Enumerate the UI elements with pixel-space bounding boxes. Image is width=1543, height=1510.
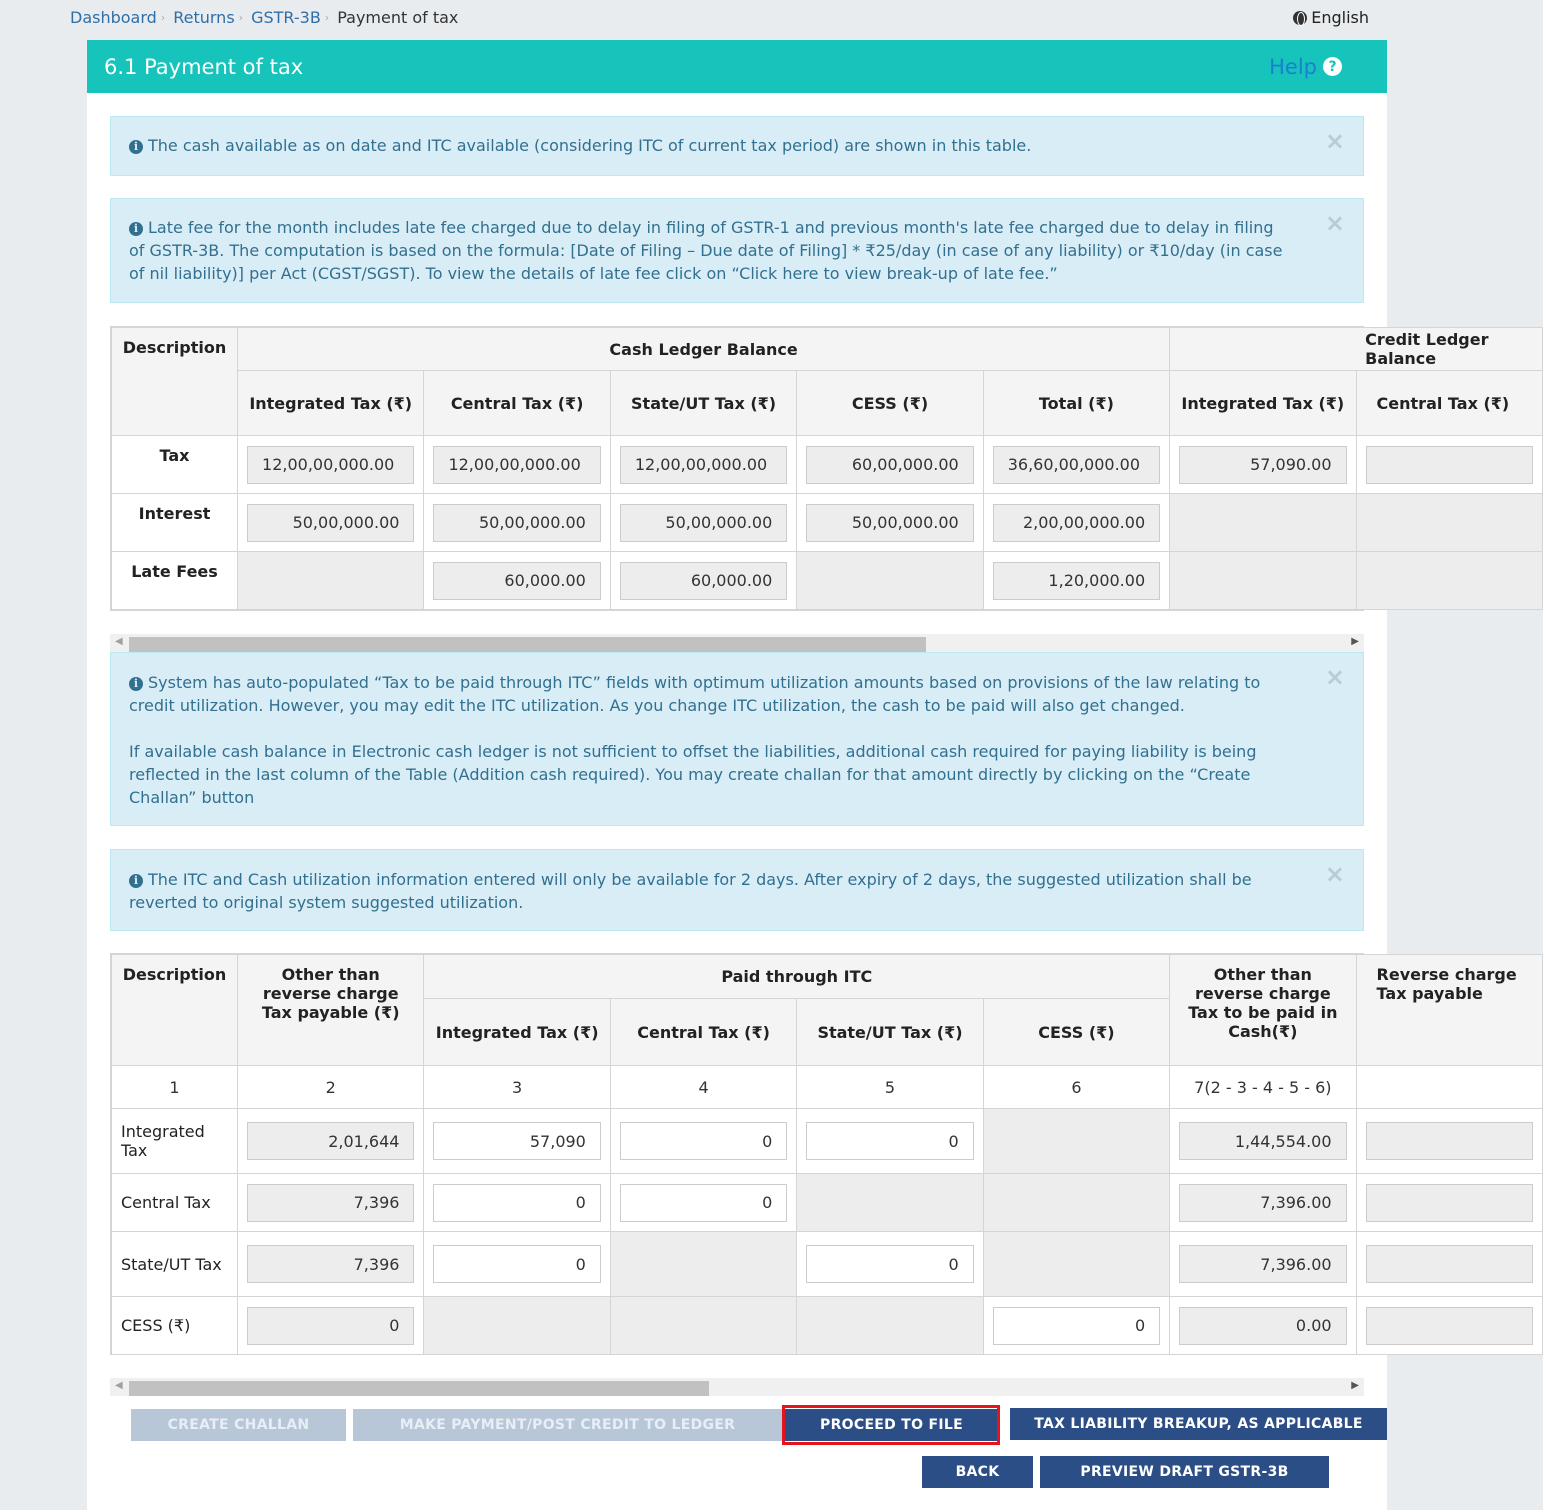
table-row bbox=[112, 436, 1543, 494]
column-header-tax-paid-cash: Other than reverse charge Tax to be paid in Cash(₹) bbox=[1170, 955, 1356, 1066]
column-header-reverse-charge: Reverse charge Tax payable bbox=[1356, 955, 1542, 1066]
help-link[interactable] bbox=[1269, 55, 1342, 79]
table-row bbox=[112, 1297, 1543, 1355]
cash-cgst-latefee-field: 60,000.00 bbox=[433, 562, 600, 600]
cess-cash-field: 0.00 bbox=[1179, 1307, 1346, 1345]
igst-reverse-charge-field bbox=[1366, 1122, 1533, 1160]
column-header-itc-integrated: Integrated Tax (₹) bbox=[424, 999, 610, 1066]
column-header-cess: CESS (₹) bbox=[797, 371, 983, 436]
column-header-central-tax: Central Tax (₹) bbox=[424, 371, 610, 436]
globe-icon bbox=[1293, 11, 1307, 25]
empty-cell bbox=[610, 1297, 796, 1355]
column-header-itc-central: Central Tax (₹) bbox=[610, 999, 796, 1066]
cash-total-interest-field: 2,00,00,000.00 bbox=[993, 504, 1160, 542]
page-title: 6.1 Payment of tax bbox=[104, 54, 304, 79]
close-icon[interactable]: × bbox=[1324, 663, 1345, 691]
cash-cgst-tax-field: 12,00,00,000.00 bbox=[433, 446, 600, 484]
info-alert-cash-available bbox=[110, 116, 1364, 176]
alert-text: If available cash balance in Electronic cash ledger is not sufficient to offset the liabilities, additional cash required for paying liability is being reflected in the last column of the Table (Addition cash required). You may create challan for that amount directly by clicking on the “Create Challan” button bbox=[129, 742, 1257, 807]
cess-from-cess-itc-input[interactable]: 0 bbox=[993, 1307, 1160, 1345]
column-group-paid-through-itc: Paid through ITC bbox=[424, 955, 1170, 999]
column-header-total: Total (₹) bbox=[983, 371, 1169, 436]
cgst-cash-field: 7,396.00 bbox=[1179, 1184, 1346, 1222]
column-group-cash-ledger: Cash Ledger Balance bbox=[238, 328, 1170, 371]
close-icon[interactable]: × bbox=[1324, 860, 1345, 888]
empty-cell bbox=[1356, 494, 1542, 552]
proceed-to-file-button[interactable]: PROCEED TO FILE bbox=[785, 1409, 998, 1441]
breadcrumb-returns[interactable]: Returns bbox=[173, 8, 235, 27]
empty-cell bbox=[238, 552, 424, 610]
table-row bbox=[112, 1232, 1543, 1297]
empty-cell bbox=[1170, 494, 1356, 552]
cash-sgst-latefee-field: 60,000.00 bbox=[620, 562, 787, 600]
empty-cell bbox=[983, 1232, 1169, 1297]
column-header-state-tax: State/UT Tax (₹) bbox=[610, 371, 796, 436]
cgst-from-cgst-itc-input[interactable]: 0 bbox=[620, 1184, 787, 1222]
close-icon[interactable]: × bbox=[1324, 209, 1345, 237]
sgst-from-igst-itc-input[interactable]: 0 bbox=[433, 1245, 600, 1283]
scroll-left-icon[interactable]: ◀ bbox=[115, 636, 123, 647]
cgst-payable-field: 7,396 bbox=[247, 1184, 414, 1222]
igst-from-igst-itc-input[interactable]: 57,090 bbox=[433, 1122, 600, 1160]
cash-total-latefee-field: 1,20,000.00 bbox=[993, 562, 1160, 600]
chevron-right-icon: › bbox=[324, 11, 330, 24]
sgst-payable-field: 7,396 bbox=[247, 1245, 414, 1283]
column-header-integrated-tax: Integrated Tax (₹) bbox=[238, 371, 424, 436]
ledger-balance-table bbox=[110, 326, 1510, 611]
ledger-table-scrollbar[interactable] bbox=[110, 634, 1364, 652]
chevron-right-icon: › bbox=[238, 11, 244, 24]
payment-panel bbox=[87, 40, 1517, 1510]
utilization-table-scrollbar[interactable] bbox=[110, 1378, 1364, 1396]
igst-from-cgst-itc-input[interactable]: 0 bbox=[620, 1122, 787, 1160]
igst-from-sgst-itc-input[interactable]: 0 bbox=[806, 1122, 973, 1160]
row-label-cess: CESS (₹) bbox=[112, 1297, 238, 1355]
alert-text: The ITC and Cash utilization information entered will only be available for 2 days. After expiry of 2 days, the suggested utilization shall be reverted to original system suggested utilization. bbox=[129, 870, 1252, 912]
igst-payable-field: 2,01,644 bbox=[247, 1122, 414, 1160]
column-header-description: Description bbox=[112, 955, 238, 1066]
column-number: 1 bbox=[112, 1066, 238, 1109]
column-header-credit-integrated-tax: Integrated Tax (₹) bbox=[1170, 371, 1356, 436]
cess-reverse-charge-field bbox=[1366, 1307, 1533, 1345]
question-circle-icon: ? bbox=[1323, 57, 1342, 76]
column-number: 5 bbox=[797, 1066, 983, 1109]
column-number: 2 bbox=[238, 1066, 424, 1109]
preview-draft-button[interactable]: PREVIEW DRAFT GSTR-3B bbox=[1040, 1456, 1329, 1488]
row-label-central-tax: Central Tax bbox=[112, 1174, 238, 1232]
column-header-description: Description bbox=[112, 328, 238, 436]
cess-payable-field: 0 bbox=[247, 1307, 414, 1345]
row-label-interest: Interest bbox=[112, 494, 238, 552]
cash-cess-interest-field: 50,00,000.00 bbox=[806, 504, 973, 542]
empty-cell bbox=[797, 552, 983, 610]
column-header-tax-payable: Other than reverse charge Tax payable (₹) bbox=[238, 955, 424, 1066]
column-group-credit-ledger: Credit Ledger Balance bbox=[1170, 328, 1543, 371]
scroll-left-icon[interactable]: ◀ bbox=[115, 1380, 123, 1391]
empty-cell bbox=[610, 1232, 796, 1297]
table-row bbox=[112, 1174, 1543, 1232]
scrollbar-thumb[interactable] bbox=[129, 1381, 709, 1396]
column-header-itc-state: State/UT Tax (₹) bbox=[797, 999, 983, 1066]
cash-cess-tax-field: 60,00,000.00 bbox=[806, 446, 973, 484]
info-alert-auto-populated bbox=[110, 652, 1364, 826]
language-selector[interactable] bbox=[1293, 8, 1369, 27]
cash-igst-interest-field: 50,00,000.00 bbox=[247, 504, 414, 542]
column-number: 3 bbox=[424, 1066, 610, 1109]
alert-text: Late fee for the month includes late fee charged due to delay in filing of GSTR-1 and previous month's late fee charged due to delay in filing of GSTR-3B. The computation is based on the formula: [Date of Filing – Due date of Filing] * ₹25/day (in case of any liability) or ₹10/day (in case of nil liability)] per Act (CGST/SGST). To view the details of late fee click on “Click here to view break-up of late fee.” bbox=[129, 218, 1283, 283]
empty-cell bbox=[1356, 552, 1542, 610]
tax-utilization-table bbox=[110, 953, 1517, 1355]
empty-cell bbox=[1170, 552, 1356, 610]
info-icon: i bbox=[129, 140, 143, 154]
info-icon: i bbox=[129, 874, 143, 888]
sgst-from-sgst-itc-input[interactable]: 0 bbox=[806, 1245, 973, 1283]
empty-cell bbox=[983, 1174, 1169, 1232]
empty-cell bbox=[424, 1297, 610, 1355]
scroll-right-icon[interactable]: ▶ bbox=[1351, 1380, 1359, 1391]
breadcrumb-dashboard[interactable]: Dashboard bbox=[70, 8, 157, 27]
igst-cash-field: 1,44,554.00 bbox=[1179, 1122, 1346, 1160]
cash-cgst-interest-field: 50,00,000.00 bbox=[433, 504, 600, 542]
table-row bbox=[112, 552, 1543, 610]
cgst-from-igst-itc-input[interactable]: 0 bbox=[433, 1184, 600, 1222]
sgst-reverse-charge-field bbox=[1366, 1245, 1533, 1283]
row-label-integrated-tax: Integrated Tax bbox=[112, 1109, 238, 1174]
alert-text: System has auto-populated “Tax to be paid through ITC” fields with optimum utilization amounts based on provisions of the law relating to credit utilization. However, you may edit the ITC utilization. As you change ITC utilization, the cash to be paid will also get changed. bbox=[129, 673, 1261, 715]
column-number-row bbox=[112, 1066, 1543, 1109]
back-button[interactable]: BACK bbox=[922, 1456, 1033, 1488]
cgst-reverse-charge-field bbox=[1366, 1184, 1533, 1222]
column-number: 4 bbox=[610, 1066, 796, 1109]
scrollbar-thumb[interactable] bbox=[129, 637, 926, 652]
breadcrumb-gstr3b[interactable]: GSTR-3B bbox=[251, 8, 321, 27]
column-header-itc-cess: CESS (₹) bbox=[983, 999, 1169, 1066]
proceed-button-highlight bbox=[782, 1405, 1000, 1445]
empty-cell bbox=[797, 1174, 983, 1232]
row-label-state-tax: State/UT Tax bbox=[112, 1232, 238, 1297]
table-row bbox=[112, 1109, 1543, 1174]
tax-liability-breakup-button[interactable]: TAX LIABILITY BREAKUP, AS APPLICABLE bbox=[1010, 1408, 1387, 1440]
language-label: English bbox=[1311, 8, 1369, 27]
column-number: 7(2 - 3 - 4 - 5 - 6) bbox=[1170, 1066, 1356, 1109]
scroll-right-icon[interactable]: ▶ bbox=[1351, 636, 1359, 647]
help-label: Help bbox=[1269, 54, 1317, 79]
cash-total-tax-field: 36,60,00,000.00 bbox=[993, 446, 1160, 484]
credit-igst-tax-field: 57,090.00 bbox=[1179, 446, 1346, 484]
cash-sgst-interest-field: 50,00,000.00 bbox=[620, 504, 787, 542]
info-alert-late-fee bbox=[110, 198, 1364, 303]
empty-cell bbox=[797, 1297, 983, 1355]
info-icon: i bbox=[129, 677, 143, 691]
sgst-cash-field: 7,396.00 bbox=[1179, 1245, 1346, 1283]
breadcrumb-current: Payment of tax bbox=[337, 8, 459, 27]
info-icon: i bbox=[129, 222, 143, 236]
row-label-tax: Tax bbox=[112, 436, 238, 494]
chevron-right-icon: › bbox=[160, 11, 166, 24]
credit-cgst-tax-field bbox=[1366, 446, 1533, 484]
panel-header bbox=[87, 40, 1387, 93]
empty-cell bbox=[983, 1109, 1169, 1174]
table-row bbox=[112, 494, 1543, 552]
column-number: 6 bbox=[983, 1066, 1169, 1109]
info-alert-two-days bbox=[110, 849, 1364, 931]
close-icon[interactable]: × bbox=[1324, 127, 1345, 155]
create-challan-button[interactable]: CREATE CHALLAN bbox=[131, 1409, 346, 1441]
breadcrumb bbox=[70, 8, 458, 27]
make-payment-button[interactable]: MAKE PAYMENT/POST CREDIT TO LEDGER bbox=[353, 1409, 782, 1441]
row-label-late-fees: Late Fees bbox=[112, 552, 238, 610]
cash-sgst-tax-field: 12,00,00,000.00 bbox=[620, 446, 787, 484]
alert-text: The cash available as on date and ITC available (considering ITC of current tax period) are shown in this table. bbox=[148, 136, 1032, 155]
column-header-credit-central-tax: Central Tax (₹) bbox=[1356, 371, 1542, 436]
cash-igst-tax-field: 12,00,00,000.00 bbox=[247, 446, 414, 484]
